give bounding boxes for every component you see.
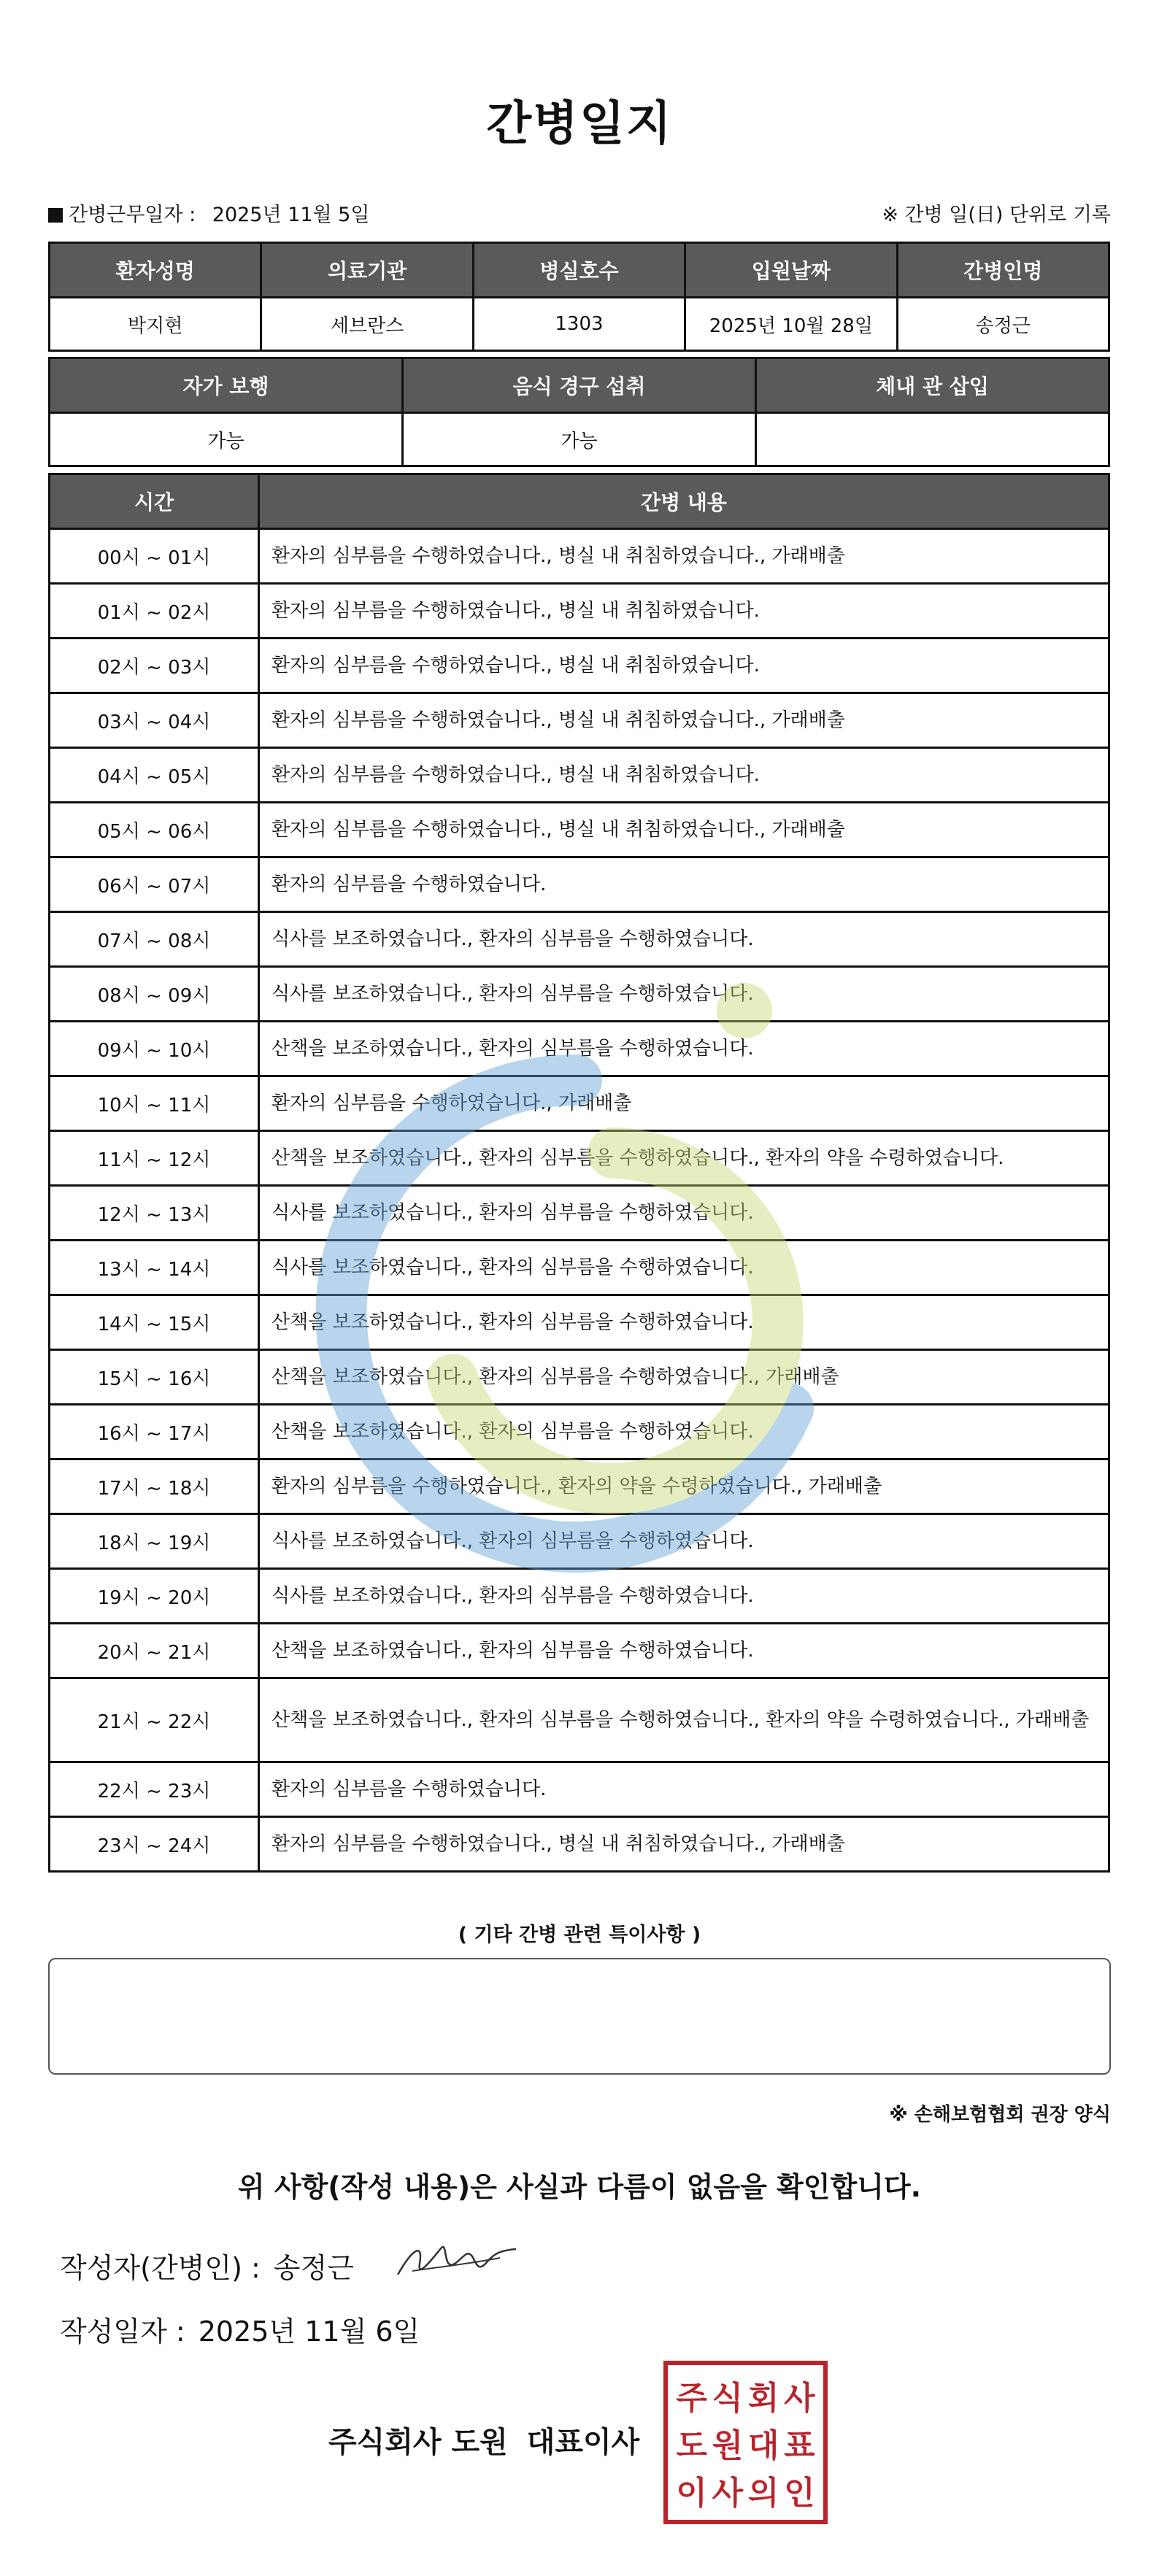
caregiver-name: 송정근 bbox=[897, 298, 1109, 351]
care-log-time: 09시 ~ 10시 bbox=[50, 1022, 259, 1076]
care-log-row bbox=[50, 1405, 1109, 1459]
care-log-row bbox=[50, 1350, 1109, 1405]
company-signature-line bbox=[328, 2419, 639, 2461]
seal-character: 이 bbox=[676, 2475, 707, 2513]
care-log-time: 00시 ~ 01시 bbox=[50, 529, 259, 584]
author-line bbox=[60, 2245, 354, 2286]
seal-character: 도 bbox=[676, 2426, 707, 2464]
care-log-content: 식사를 보조하였습니다., 환자의 심부름을 수행하였습니다. bbox=[259, 967, 1109, 1022]
care-log-row bbox=[50, 1762, 1109, 1817]
seal-character: 의 bbox=[747, 2475, 779, 2513]
care-log-row bbox=[50, 967, 1109, 1022]
patient-info-header-row bbox=[50, 243, 1109, 298]
tube-insertion-value bbox=[756, 413, 1109, 466]
care-log-content: 환자의 심부름을 수행하였습니다., 병실 내 취침하였습니다., 가래배출 bbox=[259, 693, 1109, 748]
daily-record-note: ※ 간병 일(日) 단위로 기록 bbox=[882, 204, 1111, 226]
header-time: 시간 bbox=[50, 474, 259, 529]
care-log-time: 23시 ~ 24시 bbox=[50, 1817, 259, 1872]
written-date-value: 2025년 11월 6일 bbox=[198, 2315, 420, 2348]
care-log-content: 환자의 심부름을 수행하였습니다., 환자의 약을 수령하였습니다., 가래배출 bbox=[259, 1459, 1109, 1514]
care-log-content: 식사를 보조하였습니다., 환자의 심부름을 수행하였습니다. bbox=[259, 1186, 1109, 1241]
care-log-time: 22시 ~ 23시 bbox=[50, 1762, 259, 1817]
author-label: 작성자(간병인) : bbox=[60, 2252, 261, 2284]
self-walking-value: 가능 bbox=[50, 413, 403, 466]
care-log-time: 10시 ~ 11시 bbox=[50, 1076, 259, 1131]
care-log-row bbox=[50, 748, 1109, 803]
care-log-content: 식사를 보조하였습니다., 환자의 심부름을 수행하였습니다. bbox=[259, 912, 1109, 967]
care-log-row bbox=[50, 1241, 1109, 1295]
care-log-content: 식사를 보조하였습니다., 환자의 심부름을 수행하였습니다. bbox=[259, 1514, 1109, 1569]
written-date-label: 작성일자 : bbox=[60, 2315, 185, 2348]
care-log-time: 13시 ~ 14시 bbox=[50, 1241, 259, 1295]
special-notes-box bbox=[48, 1958, 1111, 2075]
care-log-content: 식사를 보조하였습니다., 환자의 심부름을 수행하였습니다. bbox=[259, 1241, 1109, 1295]
care-log-row bbox=[50, 1076, 1109, 1131]
room-number: 1303 bbox=[473, 298, 685, 351]
seal-character: 사 bbox=[784, 2379, 815, 2417]
care-log-header-row bbox=[50, 474, 1109, 529]
care-log-row bbox=[50, 1569, 1109, 1624]
care-log-time: 08시 ~ 09시 bbox=[50, 967, 259, 1022]
seal-character: 식 bbox=[712, 2379, 744, 2417]
seal-character: 대 bbox=[747, 2426, 779, 2464]
care-log-row bbox=[50, 529, 1109, 584]
care-log-content: 산책을 보조하였습니다., 환자의 심부름을 수행하였습니다., 가래배출 bbox=[259, 1350, 1109, 1405]
care-log-time: 12시 ~ 13시 bbox=[50, 1186, 259, 1241]
care-log-rows bbox=[50, 529, 1109, 1872]
patient-info-table bbox=[48, 242, 1110, 352]
care-log-time: 14시 ~ 15시 bbox=[50, 1295, 259, 1350]
written-date-line bbox=[60, 2309, 420, 2349]
care-log-row bbox=[50, 1022, 1109, 1076]
square-bullet-icon bbox=[48, 208, 63, 223]
patient-status-table bbox=[48, 357, 1110, 467]
handwritten-signature-icon bbox=[390, 2234, 522, 2286]
care-log-content: 환자의 심부름을 수행하였습니다., 병실 내 취침하였습니다. bbox=[259, 748, 1109, 803]
care-log-content: 산책을 보조하였습니다., 환자의 심부름을 수행하였습니다. bbox=[259, 1405, 1109, 1459]
seal-character: 표 bbox=[784, 2426, 815, 2464]
care-log-row bbox=[50, 1131, 1109, 1186]
care-log-time: 17시 ~ 18시 bbox=[50, 1459, 259, 1514]
care-log-row bbox=[50, 1817, 1109, 1872]
care-log-row bbox=[50, 1295, 1109, 1350]
header-patient-name: 환자성명 bbox=[50, 243, 261, 298]
care-log-row bbox=[50, 693, 1109, 748]
care-log-time: 20시 ~ 21시 bbox=[50, 1624, 259, 1678]
admission-date: 2025년 10월 28일 bbox=[685, 298, 897, 351]
patient-status-value-row bbox=[50, 413, 1109, 466]
care-log-time: 16시 ~ 17시 bbox=[50, 1405, 259, 1459]
work-date bbox=[48, 198, 369, 227]
seal-character: 주 bbox=[676, 2379, 707, 2417]
header-oral-intake: 음식 경구 섭취 bbox=[403, 358, 756, 413]
header-room-number: 병실호수 bbox=[473, 243, 685, 298]
care-log-time: 21시 ~ 22시 bbox=[50, 1678, 259, 1762]
care-log-row bbox=[50, 1459, 1109, 1514]
care-log-time: 04시 ~ 05시 bbox=[50, 748, 259, 803]
care-log-content: 환자의 심부름을 수행하였습니다., 병실 내 취침하였습니다., 가래배출 bbox=[259, 529, 1109, 584]
hospital-name: 세브란스 bbox=[261, 298, 473, 351]
care-log-row bbox=[50, 1678, 1109, 1762]
header-hospital: 의료기관 bbox=[261, 243, 473, 298]
care-log-time: 02시 ~ 03시 bbox=[50, 639, 259, 693]
confirmation-statement: 위 사항(작성 내용)은 사실과 다름이 없음을 확인합니다. bbox=[237, 2171, 922, 2203]
seal-character: 인 bbox=[784, 2475, 815, 2513]
care-log-row bbox=[50, 1186, 1109, 1241]
care-log-time: 11시 ~ 12시 bbox=[50, 1131, 259, 1186]
care-log-content: 산책을 보조하였습니다., 환자의 심부름을 수행하였습니다. bbox=[259, 1624, 1109, 1678]
care-log-row bbox=[50, 639, 1109, 693]
care-log-content: 환자의 심부름을 수행하였습니다. bbox=[259, 857, 1109, 912]
special-notes-title: ( 기타 간병 관련 특이사항 ) bbox=[458, 1924, 701, 1946]
care-log-content: 환자의 심부름을 수행하였습니다. bbox=[259, 1762, 1109, 1817]
care-log-content: 환자의 심부름을 수행하였습니다., 가래배출 bbox=[259, 1076, 1109, 1131]
care-log-content: 환자의 심부름을 수행하였습니다., 병실 내 취침하였습니다., 가래배출 bbox=[259, 803, 1109, 857]
recommendation-note: ※ 손해보험협회 권장 양식 bbox=[889, 2104, 1111, 2126]
care-log-content: 환자의 심부름을 수행하였습니다., 병실 내 취침하였습니다., 가래배출 bbox=[259, 1817, 1109, 1872]
care-log-time: 01시 ~ 02시 bbox=[50, 584, 259, 639]
care-log-row bbox=[50, 584, 1109, 639]
care-log-content: 산책을 보조하였습니다., 환자의 심부름을 수행하였습니다. bbox=[259, 1022, 1109, 1076]
header-self-walking: 자가 보행 bbox=[50, 358, 403, 413]
care-log-table bbox=[48, 473, 1110, 1873]
patient-name: 박지현 bbox=[50, 298, 261, 351]
seal-character: 사 bbox=[712, 2475, 744, 2513]
care-log-time: 15시 ~ 16시 bbox=[50, 1350, 259, 1405]
care-log-row bbox=[50, 1514, 1109, 1569]
care-log-time: 03시 ~ 04시 bbox=[50, 693, 259, 748]
care-log-row bbox=[50, 912, 1109, 967]
care-log-content: 산책을 보조하였습니다., 환자의 심부름을 수행하였습니다., 환자의 약을 수령하였습니다., 가래배출 bbox=[259, 1678, 1109, 1762]
care-log-content: 환자의 심부름을 수행하였습니다., 병실 내 취침하였습니다. bbox=[259, 584, 1109, 639]
care-log-time: 18시 ~ 19시 bbox=[50, 1514, 259, 1569]
care-log-content: 산책을 보조하였습니다., 환자의 심부름을 수행하였습니다., 환자의 약을 수령하였습니다. bbox=[259, 1131, 1109, 1186]
care-log-time: 07시 ~ 08시 bbox=[50, 912, 259, 967]
care-log-row bbox=[50, 857, 1109, 912]
document-title: 간병일지 bbox=[486, 97, 673, 151]
care-log-content: 환자의 심부름을 수행하였습니다., 병실 내 취침하였습니다. bbox=[259, 639, 1109, 693]
patient-status-header-row bbox=[50, 358, 1109, 413]
work-date-label: 간병근무일자 : bbox=[69, 204, 196, 226]
seal-character: 회 bbox=[747, 2379, 779, 2417]
header-admission-date: 입원날짜 bbox=[685, 243, 897, 298]
care-log-time: 05시 ~ 06시 bbox=[50, 803, 259, 857]
seal-characters bbox=[674, 2371, 817, 2514]
work-date-value: 2025년 11월 5일 bbox=[212, 204, 370, 226]
company-seal-stamp bbox=[663, 2361, 828, 2524]
care-log-row bbox=[50, 803, 1109, 857]
patient-info-value-row bbox=[50, 298, 1109, 351]
header-tube-insertion: 체내 관 삽입 bbox=[756, 358, 1109, 413]
oral-intake-value: 가능 bbox=[403, 413, 756, 466]
care-log-time: 06시 ~ 07시 bbox=[50, 857, 259, 912]
care-log-time: 19시 ~ 20시 bbox=[50, 1569, 259, 1624]
ceo-title: 대표이사 bbox=[526, 2426, 640, 2459]
header-caregiver-name: 간병인명 bbox=[897, 243, 1109, 298]
seal-character: 원 bbox=[712, 2426, 744, 2464]
care-log-content: 산책을 보조하였습니다., 환자의 심부름을 수행하였습니다. bbox=[259, 1295, 1109, 1350]
author-name: 송정근 bbox=[273, 2252, 354, 2284]
header-care-content: 간병 내용 bbox=[259, 474, 1109, 529]
company-name: 주식회사 도원 bbox=[328, 2426, 508, 2459]
care-log-row bbox=[50, 1624, 1109, 1678]
care-log-content: 식사를 보조하였습니다., 환자의 심부름을 수행하였습니다. bbox=[259, 1569, 1109, 1624]
